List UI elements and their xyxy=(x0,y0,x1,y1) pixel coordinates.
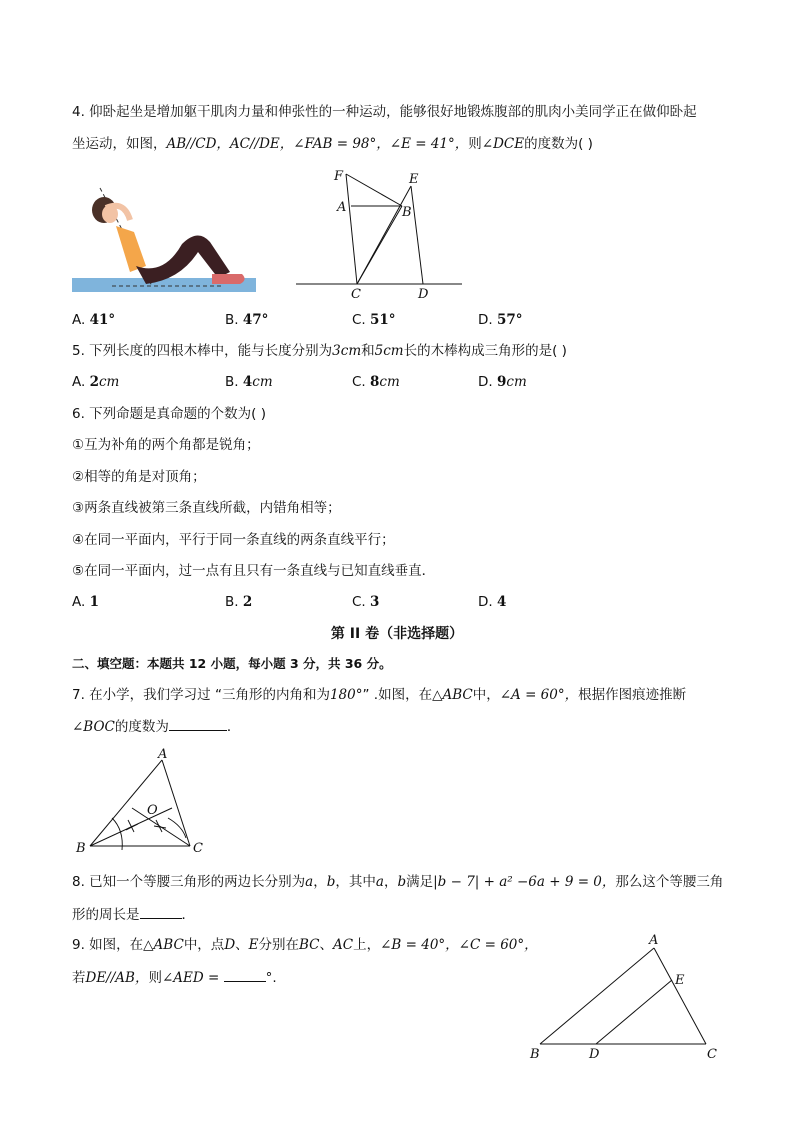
q8-line2: 形的周长是 ． xyxy=(72,904,195,925)
q6-item-1: ①互为补角的两个角都是锐角； xyxy=(72,437,260,453)
q6-option-b[interactable]: B. 2 xyxy=(225,594,253,610)
q7-triangle-figure xyxy=(72,746,222,858)
q9-label-A: A xyxy=(649,933,659,948)
section-heading: 二、填空题：本题共 12 小题，每小题 3 分，共 36 分。 xyxy=(72,656,392,671)
q4-line2: 坐运动，如图，AB//CD，AC//DE，∠FAB = 98°，∠E = 41°，则∠DCE的度数为( ) xyxy=(72,136,593,152)
q7-label-O: O xyxy=(147,803,158,818)
label-A: A xyxy=(337,200,347,215)
q6-item-5: ⑤在同一平面内，过一点有且只有一条直线与已知直线垂直． xyxy=(72,563,436,579)
label-D: D xyxy=(418,287,429,302)
label-C: C xyxy=(351,287,361,302)
situp-illustration xyxy=(72,180,258,296)
q6-item-2: ②相等的角是对顶角； xyxy=(72,469,206,485)
q7-line2: ∠BOC的度数为 ． xyxy=(72,716,240,737)
q7-line1: 7. 在小学，我们学习过 “三角形的内角和为180°” .如图，在△ABC中，∠A = 60°，根据作图痕迹推断 xyxy=(72,687,687,703)
q5-option-d[interactable]: D. 9cm xyxy=(478,374,527,390)
q8-answer-blank[interactable] xyxy=(140,904,182,919)
q5-stem: 5. 下列长度的四根木棒中，能与长度分别为3cm和5cm长的木棒构成三角形的是( ) xyxy=(72,343,567,359)
q7-label-C: C xyxy=(193,841,203,856)
q4-option-c[interactable]: C. 51° xyxy=(352,312,396,328)
q9-label-D: D xyxy=(589,1047,600,1062)
label-F: F xyxy=(334,169,344,184)
q5-option-b[interactable]: B. 4cm xyxy=(225,374,273,390)
q9-label-E: E xyxy=(675,973,685,988)
q7-label-B: B xyxy=(76,841,86,856)
q6-option-d[interactable]: D. 4 xyxy=(478,594,507,610)
q9-label-B: B xyxy=(530,1047,540,1062)
q6-item-3: ③两条直线被第三条直线所截，内错角相等； xyxy=(72,500,341,516)
q6-option-a[interactable]: A. 1 xyxy=(72,594,99,610)
q4-option-a[interactable]: A. 41° xyxy=(72,312,116,328)
q5-option-a[interactable]: A. 2cm xyxy=(72,374,120,390)
q4-line1: 4. 仰卧起坐是增加躯干肌肉力量和伸张性的一种运动，能够很好地锻炼腹部的肌肉小美同学正在做仰卧起 xyxy=(72,104,697,120)
q9-answer-blank[interactable] xyxy=(224,967,266,982)
q9-line1: 9. 如图，在△ABC中，点D、E分别在BC、AC上，∠B = 40°，∠C = 60°， xyxy=(72,937,538,953)
q5-option-c[interactable]: C. 8cm xyxy=(352,374,400,390)
q6-option-c[interactable]: C. 3 xyxy=(352,594,380,610)
label-B: B xyxy=(402,205,412,220)
q4-option-b[interactable]: B. 47° xyxy=(225,312,269,328)
q7-answer-blank[interactable] xyxy=(169,716,227,731)
q7-label-A: A xyxy=(158,747,168,762)
q9-line2: 若DE//AB，则∠AED = °. xyxy=(72,967,277,988)
q6-item-4: ④在同一平面内，平行于同一条直线的两条直线平行； xyxy=(72,532,395,548)
q4-option-d[interactable]: D. 57° xyxy=(478,312,523,328)
q6-stem: 6. 下列命题是真命题的个数为( ) xyxy=(72,406,266,422)
section-title: 第 II 卷（非选择题） xyxy=(330,626,464,642)
q8-line1: 8. 已知一个等腰三角形的两边长分别为a，b，其中a，b满足|b − 7| + a² −6a + 9 = 0，那么这个等腰三角 xyxy=(72,874,724,890)
q9-label-C: C xyxy=(707,1047,717,1062)
q9-triangle-figure xyxy=(526,930,726,1064)
label-E: E xyxy=(409,172,419,187)
q4-geometry-figure xyxy=(290,166,470,302)
